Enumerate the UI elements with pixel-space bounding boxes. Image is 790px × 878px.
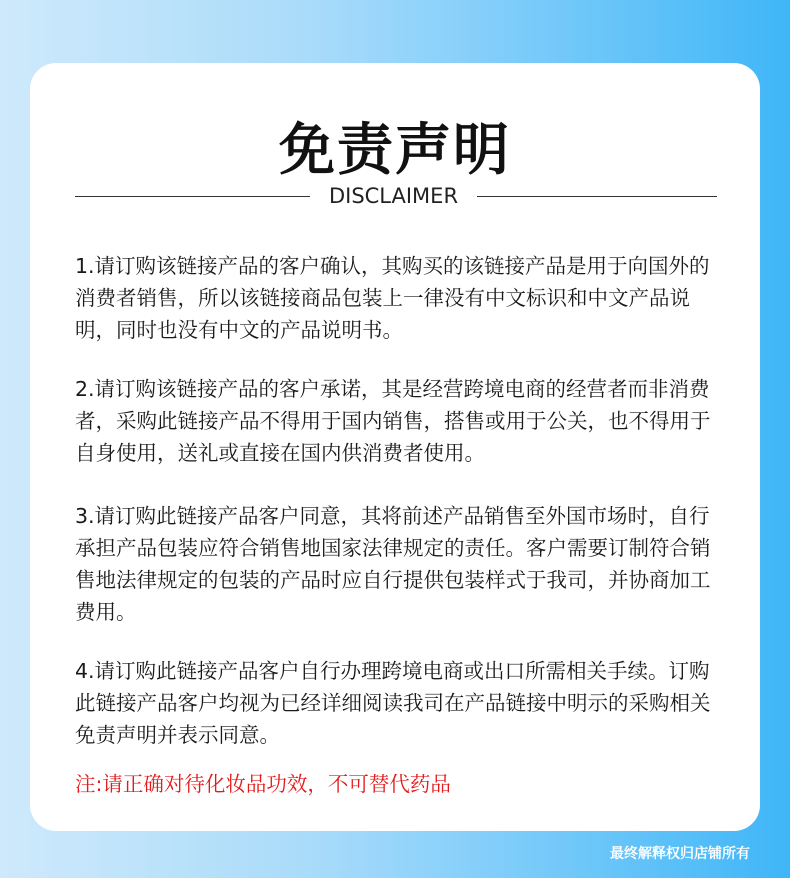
subtitle-row xyxy=(75,181,717,211)
disclaimer-paragraph-4: 4.请订购此链接产品客户自行办理跨境电商或出口所需相关手续。订购此链接产品客户均视为已经详细阅读我司在产品链接中明示的采购相关免责声明并表示同意。 xyxy=(75,659,711,747)
disclaimer-paragraph-2: 2.请订购该链接产品的客户承诺，其是经营跨境电商的经营者而非消费者，采购此链接产品不得用于国内销售，搭售或用于公关，也不得用于自身使用，送礼或直接在国内供消费者使用。 xyxy=(75,377,711,465)
disclaimer-paragraph-3: 3.请订购此链接产品客户同意，其将前述产品销售至外国市场时，自行承担产品包装应符合销售地国家法律规定的责任。客户需要订制符合销售地法律规定的包装的产品时应自行提供包装样式于我司，并协商加工费用。 xyxy=(75,504,711,624)
cosmetics-notice: 注:请正确对待化妆品功效，不可替代药品 xyxy=(75,772,451,796)
disclaimer-card xyxy=(30,63,760,831)
footer-rights-note: 最终解释权归店铺所有 xyxy=(610,846,750,862)
page-subtitle: DISCLAIMER xyxy=(328,184,459,208)
divider-right xyxy=(477,196,717,197)
page-title: 免责声明 xyxy=(279,118,511,183)
divider-left xyxy=(75,196,310,197)
disclaimer-paragraph-1: 1.请订购该链接产品的客户确认，其购买的该链接产品是用于向国外的消费者销售，所以该链接商品包装上一律没有中文标识和中文产品说明，同时也没有中文的产品说明书。 xyxy=(75,254,710,342)
